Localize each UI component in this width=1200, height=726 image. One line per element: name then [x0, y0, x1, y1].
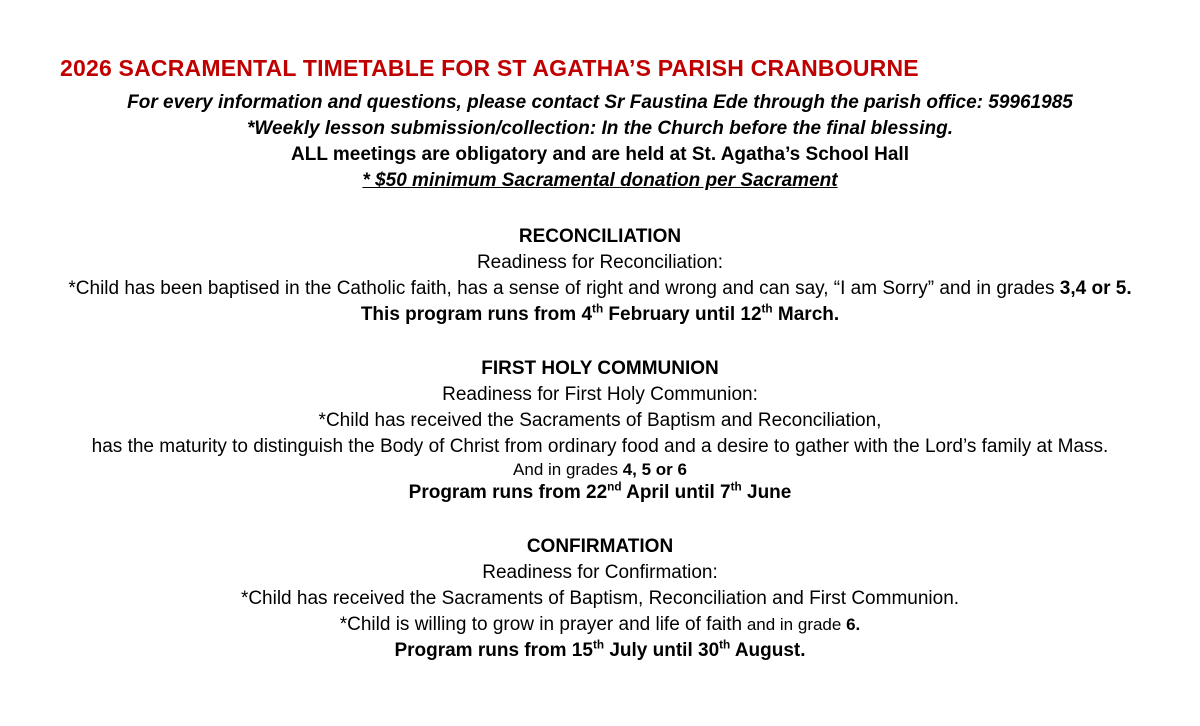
- section-reconciliation-readiness: Readiness for Reconciliation:: [476, 252, 724, 273]
- header-contact-line: For every information and questions, please contact Sr Faustina Ede through the parish office: 59961985: [127, 92, 1073, 113]
- communion-program-mid: April until 7: [621, 482, 731, 503]
- reconciliation-program-prefix: This program runs from 4: [360, 304, 593, 325]
- confirmation-body-2-small: and in grade: [742, 615, 847, 634]
- section-first-holy-communion: [0, 356, 1200, 506]
- section-communion-body-2: has the maturity to distinguish the Body of Christ from ordinary food and a desire to gather with the Lord’s family at Mass.: [91, 436, 1109, 457]
- header-lesson-line: *Weekly lesson submission/collection: In the Church before the final blessing.: [247, 118, 953, 139]
- confirmation-program-prefix: Program runs from 15: [394, 640, 593, 661]
- reconciliation-body-text: *Child has been baptised in the Catholic faith, has a sense of right and wrong and can say, “I am Sorry” and in grades: [68, 278, 1060, 299]
- communion-grades-value: 4, 5 or 6: [622, 460, 687, 479]
- reconciliation-grades: 3,4 or 5.: [1059, 278, 1132, 299]
- communion-grades-prefix: And in grades: [513, 460, 623, 479]
- page-title: 2026 SACRAMENTAL TIMETABLE FOR ST AGATHA’S PARISH CRANBOURNE: [60, 55, 919, 81]
- confirmation-program-sup2: th: [719, 638, 731, 652]
- confirmation-program-mid: July until 30: [604, 640, 720, 661]
- reconciliation-program-sup2: th: [761, 302, 773, 316]
- confirmation-program-sup1: th: [592, 638, 605, 652]
- header-block: [0, 90, 1200, 194]
- section-confirmation-body-1: *Child has received the Sacraments of Baptism, Reconciliation and First Communion.: [240, 588, 960, 609]
- section-reconciliation-heading: RECONCILIATION: [518, 226, 682, 247]
- confirmation-body-2-prefix: *Child is willing to grow in prayer and life of faith: [339, 614, 743, 635]
- reconciliation-program-mid: February until 12: [603, 304, 762, 325]
- communion-program-sup2: th: [730, 480, 742, 494]
- section-confirmation: [0, 534, 1200, 664]
- reconciliation-program-sup1: th: [592, 302, 604, 316]
- header-meetings-line: ALL meetings are obligatory and are held at St. Agatha’s School Hall: [291, 144, 909, 165]
- document-page: [0, 55, 1200, 726]
- header-donation-line: * $50 minimum Sacramental donation per Sacrament: [362, 170, 838, 191]
- communion-program-tail: June: [741, 482, 792, 503]
- section-reconciliation-program: [0, 302, 1200, 328]
- section-communion-body-1: *Child has received the Sacraments of Baptism and Reconciliation,: [318, 410, 882, 431]
- section-reconciliation: [0, 224, 1200, 328]
- communion-program-prefix: Program runs from 22: [408, 482, 608, 503]
- confirmation-grade-value: 6.: [846, 615, 861, 634]
- section-confirmation-heading: CONFIRMATION: [526, 536, 674, 557]
- section-communion-readiness: Readiness for First Holy Communion:: [442, 384, 758, 405]
- section-reconciliation-body: [0, 276, 1200, 302]
- section-confirmation-body-2: [0, 612, 1200, 638]
- reconciliation-program-tail: March.: [772, 304, 840, 325]
- section-communion-program: [0, 480, 1200, 506]
- section-communion-grades: [0, 460, 1200, 480]
- section-confirmation-program: [0, 638, 1200, 664]
- section-confirmation-readiness: Readiness for Confirmation:: [482, 562, 718, 583]
- confirmation-program-tail: August.: [730, 640, 806, 661]
- communion-program-sup1: nd: [607, 480, 622, 494]
- section-communion-heading: FIRST HOLY COMMUNION: [481, 358, 719, 379]
